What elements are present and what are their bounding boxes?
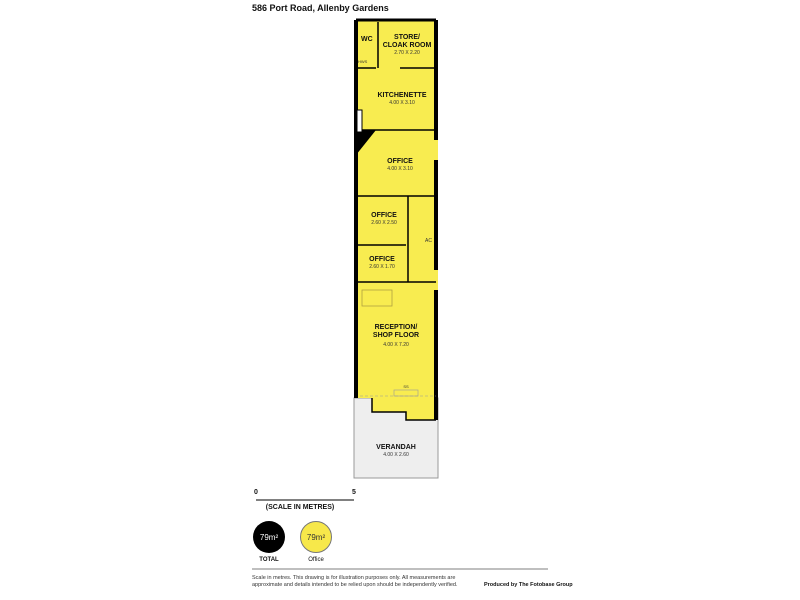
scale-end: 5 (352, 489, 356, 496)
room-label-office-1: OFFICE (387, 158, 413, 165)
scale-start: 0 (254, 489, 258, 496)
room-label-kitchenette: KITCHENETTE (377, 92, 427, 99)
page-title: 586 Port Road, Allenby Gardens (252, 3, 389, 13)
room-dims-office-1: 4.00 X 3.10 (387, 166, 413, 172)
room-label-reception: RECEPTION/ SHOP FLOOR (372, 324, 420, 339)
office-area-badge: 79m² (300, 521, 332, 553)
total-area-badge: 79m² (253, 521, 285, 553)
room-label-verandah: VERANDAH (376, 444, 416, 451)
room-label-wc: WC (361, 36, 373, 43)
office-label: Office (308, 557, 324, 563)
hws-label: HWS (358, 59, 368, 64)
total-label: TOTAL (259, 557, 279, 563)
room-dims-verandah: 4.00 X 2.60 (383, 452, 409, 458)
room-dims-kitchenette: 4.00 X 3.10 (389, 100, 415, 106)
room-label-office-3: OFFICE (369, 256, 395, 263)
producer-credit: Produced by The Fotobase Group (484, 582, 573, 588)
ac-label: AC (425, 238, 432, 244)
ss-label: SS (403, 384, 409, 389)
room-label-office-2: OFFICE (371, 212, 397, 219)
room-dims-office-2: 2.60 X 2.50 (371, 220, 397, 226)
scale-label: (SCALE IN METRES) (265, 504, 335, 511)
room-dims-office-3: 2.60 X 1.70 (369, 264, 395, 270)
room-dims-reception: 4.00 X 7.20 (383, 342, 409, 348)
disclaimer: Scale in metres. This drawing is for illustration purposes only. All measurements are approximate and details intended to be relied upon should be independently verified. (252, 575, 458, 588)
room-dims-store: 2.70 X 2.20 (394, 50, 420, 56)
room-label-store: STORE/ CLOAK ROOM (382, 34, 432, 49)
